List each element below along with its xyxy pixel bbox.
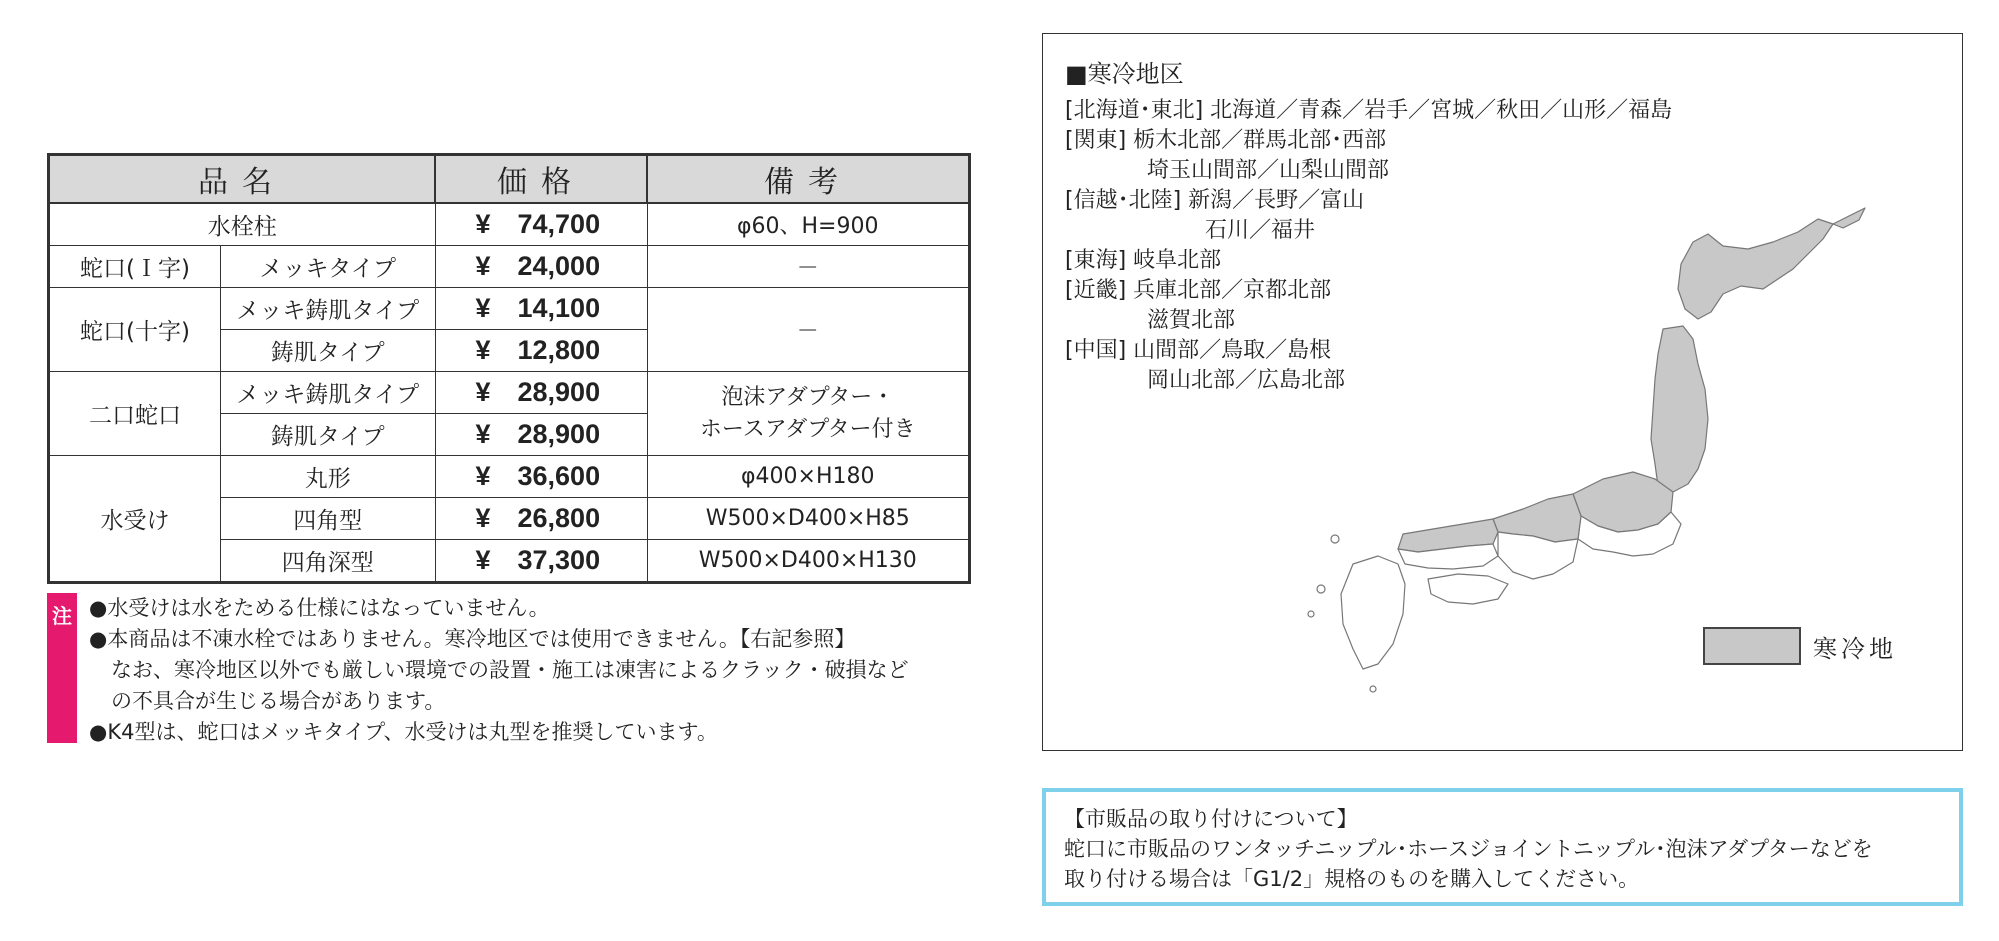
- note-line: なお、寒冷地区以外でも厳しい環境での設置・施工は凍害によるクラック・破損など: [111, 658, 909, 682]
- product-name: 水栓柱: [49, 203, 436, 246]
- product-type: メッキ鋳肌タイプ: [221, 372, 436, 414]
- price-cell: ¥ 36,600: [435, 456, 647, 498]
- header-price: 価格: [435, 155, 647, 204]
- product-type: メッキ鋳肌タイプ: [221, 288, 436, 330]
- commercial-line: 蛇口に市販品のワンタッチニップル･ホースジョイントニップル･泡沫アダプターなどを: [1064, 837, 1873, 861]
- region-line: [北海道･東北] 北海道／青森／岩手／宮城／秋田／山形／福島: [1065, 98, 1673, 123]
- region-line: [近畿] 兵庫北部／京都北部: [1065, 278, 1332, 303]
- price-cell: ¥ 14,100: [435, 288, 647, 330]
- map-kyushu: [1341, 556, 1405, 669]
- region-line: 石川／福井: [1205, 218, 1316, 243]
- table-row: [49, 246, 970, 288]
- note-line: ●K4型は、蛇口はメッキタイプ、水受けは丸型を推奨しています。: [89, 720, 718, 744]
- region-line: 埼玉山間部／山梨山間部: [1147, 158, 1390, 183]
- price-cell: ¥ 12,800: [435, 330, 647, 372]
- remark-cell: φ60、H=900: [647, 203, 970, 246]
- region-line: [東海] 岐阜北部: [1065, 248, 1222, 273]
- product-type: 四角深型: [221, 540, 436, 583]
- region-line: [信越･北陸] 新潟／長野／富山: [1065, 188, 1365, 213]
- commercial-title: 【市販品の取り付けについて】: [1064, 807, 1358, 831]
- map-shikoku: [1428, 574, 1508, 604]
- note-tag: 注: [47, 593, 77, 743]
- cold-region-box: [1042, 33, 1963, 751]
- remark-cell: [647, 372, 970, 456]
- product-group: 蛇口(十字): [49, 288, 221, 372]
- product-type: メッキタイプ: [221, 246, 436, 288]
- legend-swatch: [1703, 627, 1801, 665]
- japan-map: [1193, 194, 1913, 754]
- header-product-name: 品名: [49, 155, 436, 204]
- product-group: 水受け: [49, 456, 221, 583]
- product-type: 四角型: [221, 498, 436, 540]
- product-group: 蛇口(Ｉ字): [49, 246, 221, 288]
- remark-line: 泡沫アダプター・: [721, 384, 895, 410]
- price-cell: ¥ 28,900: [435, 372, 647, 414]
- region-line: [関東] 栃木北部／群馬北部･西部: [1065, 128, 1387, 153]
- price-cell: ¥ 24,000: [435, 246, 647, 288]
- price-cell: ¥ 26,800: [435, 498, 647, 540]
- map-island: [1308, 611, 1314, 617]
- legend-label: 寒冷地: [1813, 634, 1897, 663]
- price-cell: ¥ 74,700: [435, 203, 647, 246]
- note-line: ●水受けは水をためる仕様にはなっていません。: [89, 596, 550, 620]
- product-group: 二口蛇口: [49, 372, 221, 456]
- remark-line: ホースアダプター付き: [699, 416, 916, 442]
- map-island: [1331, 535, 1339, 543]
- note-lines: [89, 593, 1009, 748]
- table-row: [49, 288, 970, 330]
- commercial-info-box: [1042, 788, 1963, 906]
- table-row: [49, 372, 970, 414]
- commercial-line: 取り付ける場合は「G1/2」規格のものを購入してください。: [1064, 867, 1640, 891]
- price-cell: ¥ 28,900: [435, 414, 647, 456]
- product-type: 鋳肌タイプ: [221, 414, 436, 456]
- remark-cell: －: [647, 288, 970, 372]
- region-line: 滋賀北部: [1147, 308, 1236, 333]
- remark-cell: W500×D400×H130: [647, 540, 970, 583]
- remark-cell: φ400×H180: [647, 456, 970, 498]
- note-line: の不具合が生じる場合があります。: [111, 689, 446, 713]
- map-hokkaido: [1678, 219, 1833, 319]
- remark-cell: －: [647, 246, 970, 288]
- product-type: 鋳肌タイプ: [221, 330, 436, 372]
- region-line: 岡山北部／広島北部: [1147, 368, 1346, 393]
- table-row: [49, 456, 970, 498]
- map-island: [1317, 585, 1325, 593]
- map-tohoku: [1651, 326, 1708, 492]
- map-island: [1370, 686, 1376, 692]
- region-line: [中国] 山間部／鳥取／島根: [1065, 338, 1332, 363]
- remark-cell: W500×D400×H85: [647, 498, 970, 540]
- price-table: [47, 153, 971, 584]
- cold-region-title: ■寒冷地区: [1065, 60, 1184, 88]
- note-line: ●本商品は不凍水栓ではありません。寒冷地区では使用できません。【右記参照】: [89, 627, 856, 651]
- map-legend: [1703, 627, 1897, 665]
- table-row: [49, 203, 970, 246]
- price-cell: ¥ 37,300: [435, 540, 647, 583]
- table-header-row: [49, 155, 970, 204]
- header-remarks: 備考: [647, 155, 970, 204]
- product-type: 丸形: [221, 456, 436, 498]
- map-hokkaido-tip: [1833, 208, 1865, 228]
